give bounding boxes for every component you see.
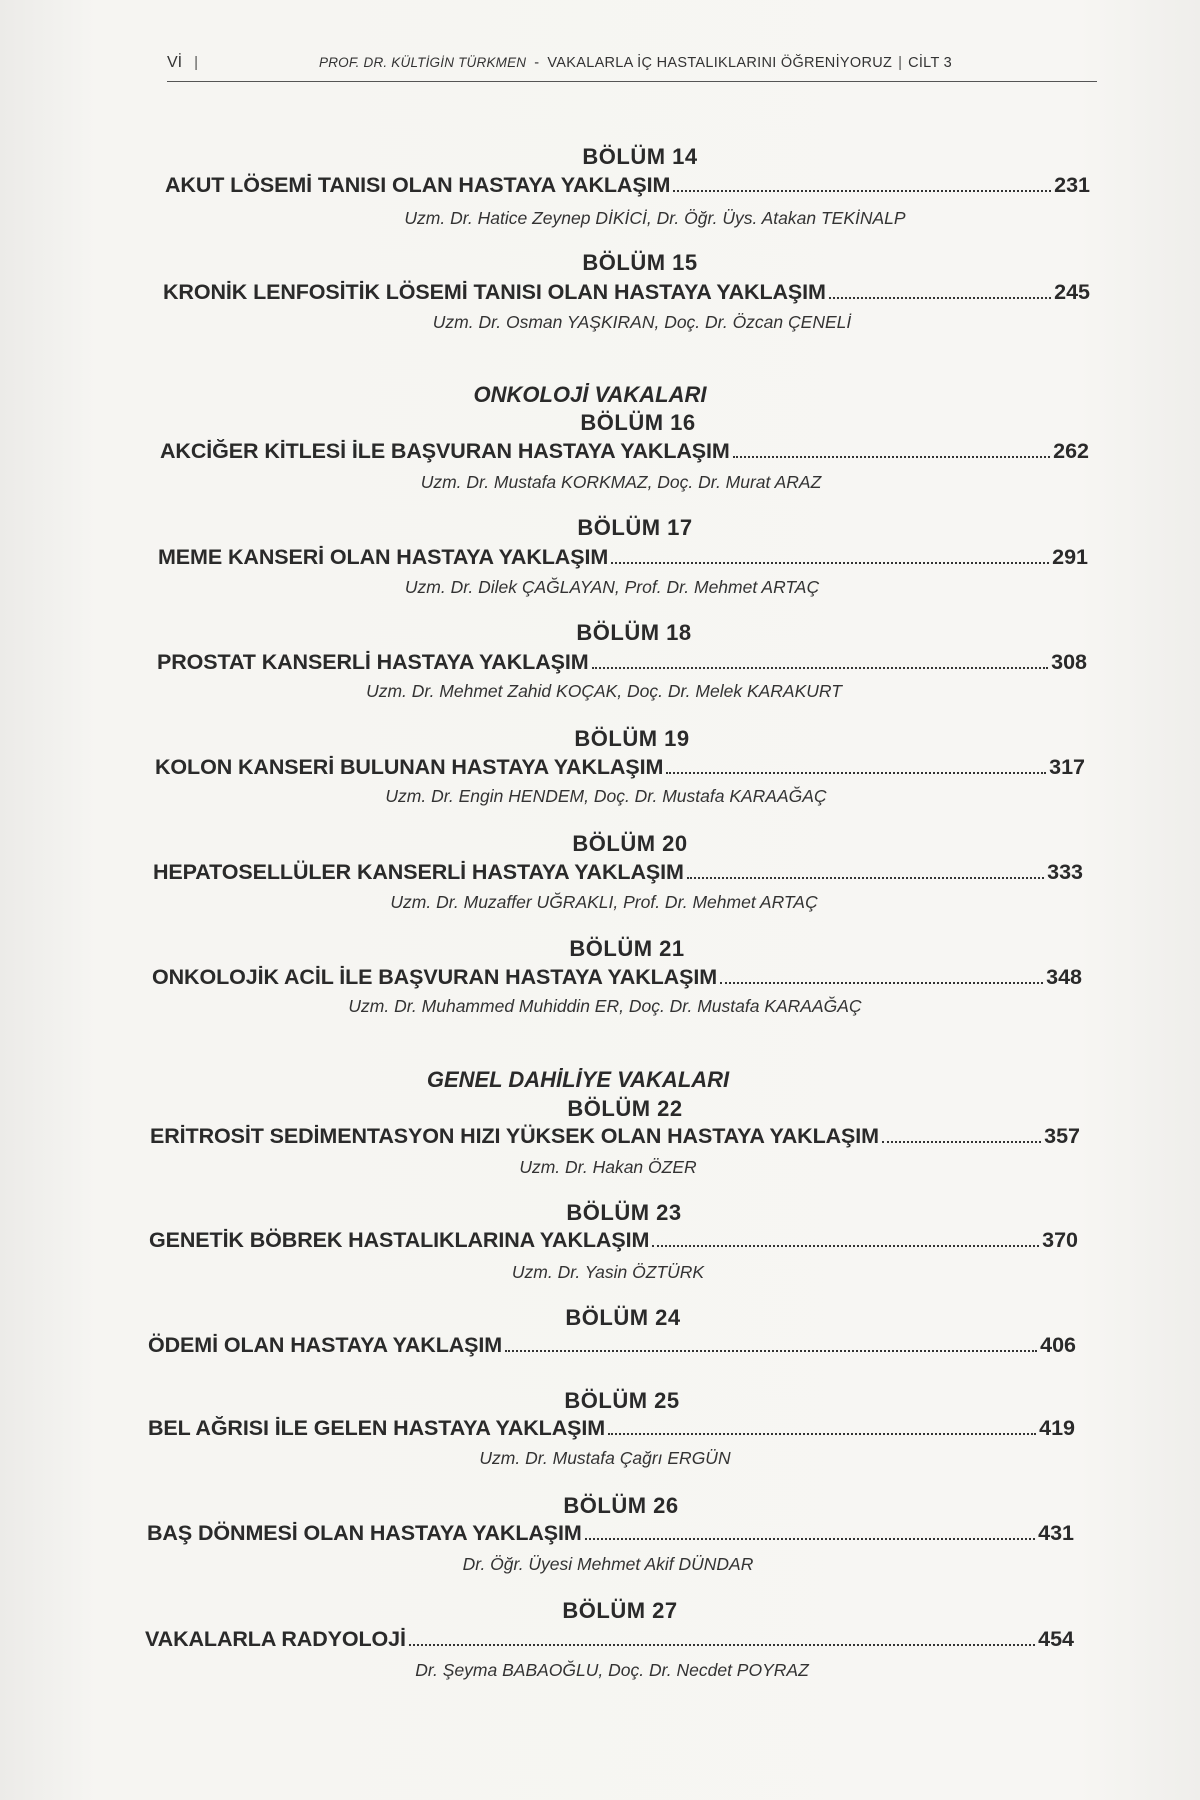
toc-entry [145,1627,1074,1652]
chapter-authors: Uzm. Dr. Mehmet Zahid KOÇAK, Doç. Dr. Melek KARAKURT [366,681,842,701]
page-ref: 245 [1054,280,1090,304]
toc-entry [148,1333,1076,1358]
toc-entry [149,1228,1078,1253]
leader-dots [687,877,1044,879]
chapter-number: BÖLÜM 17 [577,515,693,540]
chapter-number: BÖLÜM 19 [574,726,690,751]
header-book-title: VAKALARLA İÇ HASTALIKLARINI ÖĞRENİYORUZ [547,55,893,71]
chapter-authors: Dr. Şeyma BABAOĞLU, Doç. Dr. Necdet POYRAZ [415,1660,809,1680]
toc-entry [153,860,1083,885]
chapter-title: VAKALARLA RADYOLOJİ [145,1627,406,1651]
leader-dots [720,982,1043,984]
chapter-authors: Uzm. Dr. Mustafa KORKMAZ, Doç. Dr. Murat ARAZ [420,472,822,492]
page-ref: 357 [1044,1124,1080,1148]
chapter-authors: Dr. Öğr. Üyesi Mehmet Akif DÜNDAR [462,1554,754,1574]
chapter-title: KRONİK LENFOSİTİK LÖSEMİ TANISI OLAN HASTAYA YAKLAŞIM [163,280,826,304]
chapter-number: BÖLÜM 23 [566,1200,682,1225]
chapter-title: KOLON KANSERİ BULUNAN HASTAYA YAKLAŞIM [155,755,664,779]
leader-dots [585,1538,1035,1540]
header-separator: | [194,54,199,71]
page-ref: 317 [1049,755,1085,779]
chapter-authors: Uzm. Dr. Muhammed Muhiddin ER, Doç. Dr. Mustafa KARAAĞAÇ [348,996,862,1016]
chapter-title: HEPATOSELLÜLER KANSERLİ HASTAYA YAKLAŞIM [153,860,684,884]
section-heading-oncology: ONKOLOJİ VAKALARI [473,382,707,407]
chapter-number: BÖLÜM 16 [580,410,696,435]
leader-dots [733,456,1050,458]
chapter-number: BÖLÜM 14 [582,144,698,169]
leader-dots [409,1644,1035,1646]
chapter-authors: Uzm. Dr. Dilek ÇAĞLAYAN, Prof. Dr. Mehmet ARTAÇ [404,577,820,597]
chapter-title: PROSTAT KANSERLİ HASTAYA YAKLAŞIM [157,650,589,674]
toc-entry [152,965,1082,990]
chapter-number: BÖLÜM 24 [565,1305,681,1330]
chapter-authors: Uzm. Dr. Osman YAŞKIRAN, Doç. Dr. Özcan ÇENELİ [432,312,852,332]
toc-entry [165,173,1090,198]
chapter-number: BÖLÜM 26 [563,1493,679,1518]
chapter-title: ERİTROSİT SEDİMENTASYON HIZI YÜKSEK OLAN HASTAYA YAKLAŞIM [150,1124,879,1148]
page-ref: 231 [1054,173,1090,197]
page-ref: 454 [1038,1627,1074,1651]
header-dash: - [534,55,540,71]
page-ref: 406 [1040,1333,1076,1357]
leader-dots [673,190,1051,192]
page-ref: 370 [1042,1228,1078,1252]
page-ref: 291 [1052,545,1088,569]
leader-dots [829,297,1051,299]
chapter-number: BÖLÜM 15 [582,250,698,275]
toc-entry [157,650,1087,675]
toc-entry [158,545,1088,570]
chapter-number: BÖLÜM 21 [569,936,685,961]
page-ref: 262 [1053,439,1089,463]
chapter-title: ÖDEMİ OLAN HASTAYA YAKLAŞIM [148,1333,503,1357]
chapter-number: BÖLÜM 20 [572,831,688,856]
page-ref: 431 [1038,1521,1074,1545]
chapter-title: BAŞ DÖNMESİ OLAN HASTAYA YAKLAŞIM [147,1521,582,1545]
header-separator: | [898,54,903,71]
header-volume: CİLT 3 [908,55,953,71]
page-number: Vİ [167,54,183,71]
leader-dots [608,1433,1036,1435]
chapter-title: ONKOLOJİK ACİL İLE BAŞVURAN HASTAYA YAKLAŞIM [152,965,718,989]
page-ref: 348 [1046,965,1082,989]
chapter-authors: Uzm. Dr. Yasin ÖZTÜRK [511,1262,705,1282]
page-ref: 419 [1039,1416,1075,1440]
chapter-authors: Uzm. Dr. Engin HENDEM, Doç. Dr. Mustafa KARAAĞAÇ [385,786,827,806]
chapter-number: BÖLÜM 27 [562,1598,678,1623]
chapter-title: MEME KANSERİ OLAN HASTAYA YAKLAŞIM [158,545,609,569]
leader-dots [505,1350,1037,1352]
leader-dots [652,1245,1039,1247]
chapter-title: AKCİĞER KİTLESİ İLE BAŞVURAN HASTAYA YAKLAŞIM [160,439,730,463]
toc-entry [150,1124,1080,1149]
page-ref: 308 [1051,650,1087,674]
toc-entry [160,439,1089,464]
section-heading-general: GENEL DAHİLİYE VAKALARI [426,1067,730,1092]
toc-entry [148,1416,1075,1441]
chapter-authors: Uzm. Dr. Mustafa Çağrı ERGÜN [479,1448,731,1468]
page-ref: 333 [1047,860,1083,884]
running-header [167,54,1097,82]
chapter-number: BÖLÜM 25 [564,1388,680,1413]
chapter-authors: Uzm. Dr. Hatice Zeynep DİKİCİ, Dr. Öğr. Üys. Atakan TEKİNALP [404,208,906,228]
chapter-title: BEL AĞRISI İLE GELEN HASTAYA YAKLAŞIM [148,1416,606,1440]
chapter-title: GENETİK BÖBREK HASTALIKLARINA YAKLAŞIM [149,1228,650,1252]
leader-dots [666,772,1046,774]
leader-dots [592,667,1049,669]
chapter-title: AKUT LÖSEMİ TANISI OLAN HASTAYA YAKLAŞIM [165,173,671,197]
toc-entry [163,280,1090,305]
chapter-number: BÖLÜM 18 [576,620,692,645]
header-author: PROF. DR. KÜLTİGİN TÜRKMEN [319,55,527,70]
toc-entry [147,1521,1074,1546]
toc-entry [155,755,1085,780]
leader-dots [882,1141,1041,1143]
chapter-authors: Uzm. Dr. Hakan ÖZER [519,1157,697,1177]
leader-dots [611,562,1049,564]
chapter-number: BÖLÜM 22 [567,1096,683,1121]
chapter-authors: Uzm. Dr. Muzaffer UĞRAKLI, Prof. Dr. Mehmet ARTAÇ [390,892,818,912]
